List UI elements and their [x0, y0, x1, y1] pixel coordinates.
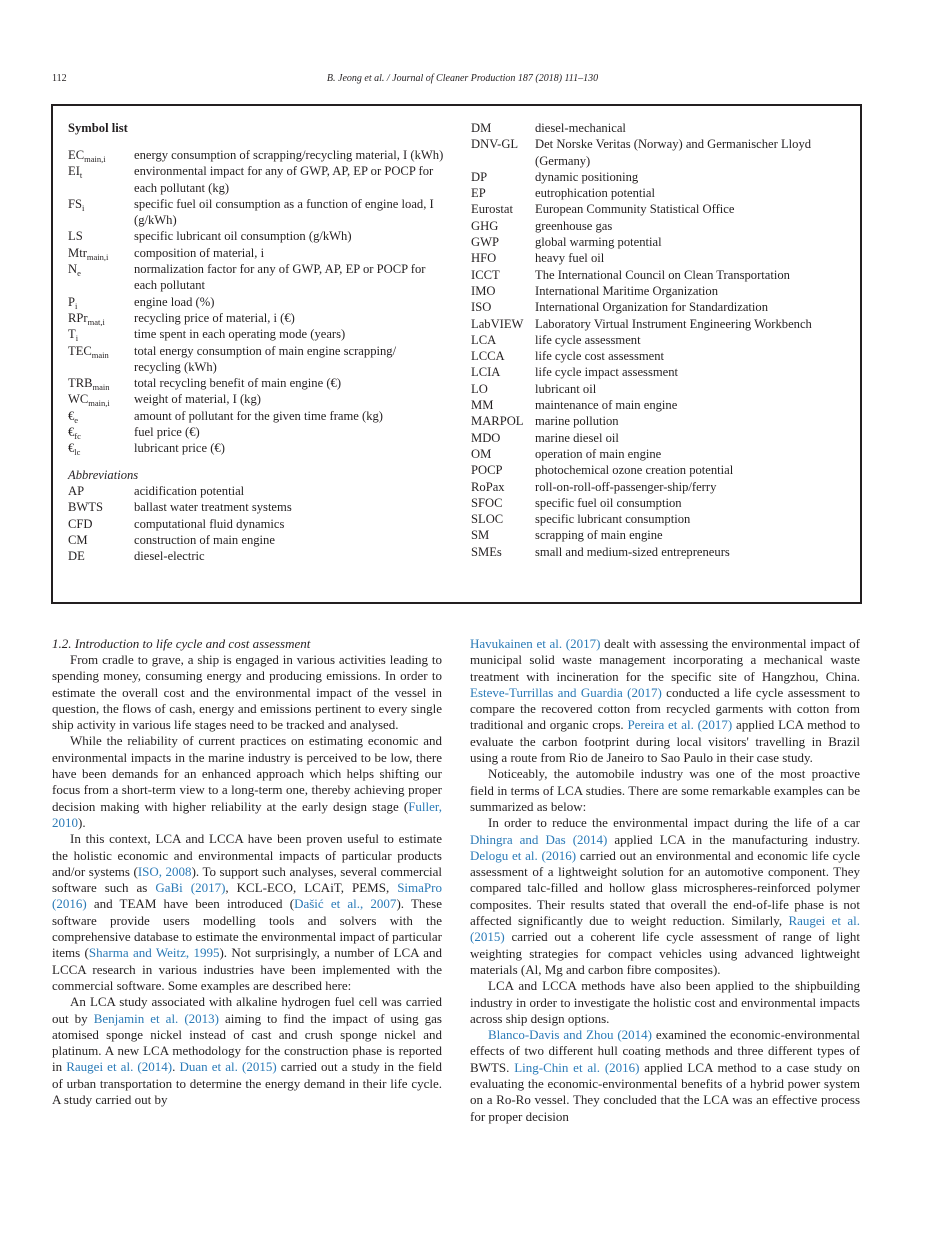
abbreviation-definition: International Organization for Standardization	[535, 300, 769, 315]
paragraph	[470, 978, 860, 1027]
citation-link[interactable]: Benjamin et al. (2013)	[93, 1010, 219, 1026]
citation-link[interactable]: Dhingra and Das (2014)	[470, 831, 608, 847]
paragraph	[52, 831, 442, 994]
text-run: aiming to find the impact of using gas atomised sponge nickel instead of cast and crush sponge nickel and platinum. A new LCA methodology for the construction phase is reported in	[52, 1010, 442, 1075]
symbol-subscript: i	[82, 202, 85, 213]
text-run: ).	[78, 814, 86, 830]
symbol-base: EC	[68, 148, 85, 162]
abbreviation: IMO	[471, 283, 496, 298]
paragraph	[470, 766, 860, 815]
symbol-definition: amount of pollutant for the given time frame (kg)	[134, 408, 384, 423]
abbreviation-row	[471, 201, 851, 217]
abbreviation-row	[68, 483, 446, 499]
citation-link[interactable]: Pereira et al. (2017)	[627, 717, 733, 733]
text-run: ). These software provide users modelling tools and solvers with the comprehensive database to estimate the environmental impact of particular items (	[52, 896, 442, 961]
symbol-definition: specific lubricant oil consumption (g/kWh)	[134, 229, 352, 244]
symbol-list-box	[51, 104, 862, 604]
symbol-definition: fuel price (€)	[134, 425, 200, 440]
symbol-subscript: main,i	[88, 398, 110, 409]
symbol-subscript: e	[77, 268, 81, 279]
citation-link[interactable]: Ling-Chin et al. (2016)	[514, 1059, 640, 1075]
abbreviation-row	[471, 527, 851, 543]
citation-link[interactable]: SimaPro (2016)	[52, 880, 442, 912]
symbol-list-right-column	[471, 120, 851, 560]
abbreviation-row	[68, 548, 446, 564]
abbreviation: LabVIEW	[471, 316, 524, 331]
abbreviation: SLOC	[471, 512, 504, 527]
symbol-definition: normalization factor for any of GWP, AP, EP or POCP for each pollutant	[134, 262, 426, 293]
abbreviation-row	[68, 516, 446, 532]
symbol-definition: composition of material, i	[134, 245, 265, 260]
symbol-name	[68, 375, 134, 391]
abbreviation: MDO	[471, 430, 501, 445]
symbol-base: RPr	[68, 310, 88, 325]
symbol-name	[68, 343, 134, 376]
abbreviation-definition: marine pollution	[535, 414, 619, 429]
abbreviation-row	[471, 250, 851, 266]
text-run: While the reliability of current practices on estimating economic and environmental impacts in the marine industry is perceived to be low, there have been demands for an enhanced approach which helps shifting our focus from a short-term view to a long-term one, thereby achieving proper decision making with higher reliability at the early design stage (	[52, 733, 442, 814]
abbreviation: DM	[471, 121, 492, 135]
symbol-definition: recycling price of material, i (€)	[134, 310, 295, 325]
symbol-name	[68, 391, 134, 407]
citation-link[interactable]: Sharma and Weitz, 1995	[88, 945, 220, 961]
symbol-subscript: t	[79, 170, 83, 181]
abbreviation-row	[471, 348, 851, 364]
abbreviation-row	[471, 120, 851, 136]
citation-link[interactable]: Dašić et al., 2007	[294, 896, 397, 912]
abbreviation-row	[471, 316, 851, 332]
text-run: ). Not surprisingly, a number of LCA and LCCA research in various industries have been implemented with the commercial software. Some examples are described here:	[52, 945, 442, 993]
symbol-row	[68, 163, 446, 196]
symbol-row	[68, 326, 446, 342]
citation-link[interactable]: Blanco-Davis and Zhou (2014)	[488, 1027, 652, 1043]
body-text-right-column	[470, 636, 860, 1125]
text-run: carried out an environmental and economic life cycle assessment of a lightweight solution for an automotive component. They compared talc-filled and hollow glass microspheres-reinforced polymer composites. Their results stated that overall the end-of-life phase is not affected significantly due to weight reduction. Similarly,	[470, 847, 860, 929]
symbol-subscript: e	[74, 414, 79, 425]
abbreviation: SM	[471, 528, 490, 543]
abbreviation-definition: life cycle cost assessment	[535, 349, 665, 364]
abbreviation: LCCA	[471, 349, 505, 364]
abbreviation: RoPax	[471, 479, 505, 494]
symbol-row	[68, 261, 446, 294]
citation-link[interactable]: Delogu et al. (2016)	[470, 847, 577, 863]
symbol-base: FS	[68, 196, 83, 211]
abbreviation-definition: specific lubricant consumption	[535, 512, 691, 527]
symbol-subscript: main	[92, 382, 110, 393]
symbol-subscript: i	[75, 333, 79, 344]
symbol-row	[68, 310, 446, 326]
symbol-subscript: i	[75, 300, 78, 311]
symbol-base: TRB	[68, 376, 93, 391]
symbol-row	[68, 294, 446, 310]
abbreviation: DNV-GL	[471, 137, 519, 152]
abbreviation-definition: European Community Statistical Office	[535, 202, 735, 217]
symbol-definition: weight of material, I (kg)	[134, 392, 261, 407]
abbreviation: POCP	[471, 463, 503, 478]
abbreviation-definition: acidification potential	[134, 483, 245, 498]
symbol-base: EI	[68, 164, 80, 179]
paragraph	[470, 815, 860, 978]
symbol-name	[68, 294, 134, 310]
abbreviation-row	[471, 495, 851, 511]
symbol-base: WC	[68, 392, 89, 407]
symbol-list-left-column	[68, 120, 446, 564]
abbreviation-definition: International Maritime Organization	[535, 283, 719, 298]
abbreviation-definition: specific fuel oil consumption	[535, 495, 682, 510]
text-run: In order to reduce the environmental impact during the life of a car	[488, 815, 860, 831]
symbol-base: TEC	[68, 343, 92, 358]
abbreviation-row	[471, 544, 851, 560]
text-run: examined the economic-environmental effects of two different hull coating methods and three different types of BWTS.	[470, 1027, 860, 1075]
abbreviation-definition: greenhouse gas	[535, 218, 613, 233]
abbreviation-definition: maintenance of main engine	[535, 398, 678, 413]
symbol-name	[68, 440, 134, 456]
abbreviations-title: Abbreviations	[68, 467, 139, 482]
abbreviation: CFD	[68, 516, 93, 531]
symbol-name	[68, 408, 134, 424]
symbol-row	[68, 196, 446, 229]
abbreviation: GHG	[471, 218, 499, 233]
abbreviation: BWTS	[68, 500, 103, 515]
abbreviation: LCA	[471, 332, 497, 347]
symbol-row	[68, 375, 446, 391]
abbreviation-row	[471, 332, 851, 348]
symbol-name	[68, 228, 134, 244]
right-paragraphs	[470, 636, 860, 1125]
abbreviation: ISO	[471, 300, 492, 315]
text-run: conducted a life cycle assessment to compare the recovered cotton from recycled garments with cotton from traditional and organic crops.	[470, 684, 860, 733]
abbreviations-list-right	[471, 120, 851, 560]
abbreviation-definition: life cycle assessment	[535, 332, 641, 347]
abbreviation-definition: Laboratory Virtual Instrument Engineering Workbench	[535, 316, 812, 331]
abbreviation-row	[471, 267, 851, 283]
symbol-base: Mtr	[68, 245, 87, 260]
abbreviation-definition: global warming potential	[535, 235, 662, 250]
symbol-subscript: lc	[74, 447, 81, 458]
abbreviation-definition: scrapping of main engine	[535, 528, 663, 543]
citation-link[interactable]: Fuller, 2010	[52, 798, 442, 830]
abbreviation-row	[68, 532, 446, 548]
symbol-row	[68, 245, 446, 261]
symbol-definition: engine load (%)	[134, 294, 215, 309]
paragraph	[52, 733, 442, 831]
symbol-base: LS	[68, 229, 83, 244]
symbol-base: €	[68, 408, 75, 423]
abbreviation: SFOC	[471, 495, 503, 510]
paragraph	[470, 636, 860, 766]
abbreviation-row	[471, 283, 851, 299]
abbreviation-definition: ballast water treatment systems	[134, 500, 292, 515]
symbol-name	[68, 310, 134, 326]
abbreviation-definition: roll-on-roll-off-passenger-ship/ferry	[535, 479, 717, 494]
abbreviation-row	[471, 397, 851, 413]
symbol-name	[68, 147, 134, 163]
symbol-list	[68, 147, 446, 457]
symbol-list-title: Symbol list	[68, 121, 128, 135]
abbreviation-row	[471, 364, 851, 380]
citation-link[interactable]: Havukainen et al. (2017)	[470, 636, 601, 651]
abbreviation: MARPOL	[471, 414, 524, 429]
abbreviation-row	[471, 234, 851, 250]
abbreviation: LO	[471, 381, 488, 396]
abbreviation: HFO	[471, 251, 497, 266]
symbol-definition: lubricant price (€)	[134, 441, 225, 456]
abbreviation-definition: heavy fuel oil	[535, 251, 605, 266]
symbol-row	[68, 228, 446, 244]
abbreviation-row	[471, 381, 851, 397]
symbol-subscript: mat,i	[87, 316, 105, 327]
text-run: carried out a coherent life cycle assessment of range of light weighting strategies for compact vehicles using advanced lightweight materials (Al, Mg and carbon fibre composites).	[470, 929, 860, 977]
text-run: and TEAM have been introduced (	[86, 896, 295, 912]
symbol-subscript: fc	[74, 431, 81, 442]
abbreviation-definition: eutrophication potential	[535, 186, 655, 201]
abbreviation-row	[471, 446, 851, 462]
symbol-subscript: main,i	[86, 251, 109, 262]
abbreviation: Eurostat	[471, 202, 513, 217]
symbol-subscript: main	[91, 349, 109, 360]
abbreviation-row	[471, 136, 851, 169]
abbreviation: DE	[68, 549, 85, 564]
text-run: applied LCA in the manufacturing industry.	[607, 831, 860, 847]
text-run: applied LCA method to a case study on evaluating the economic-environmental benefits of a hybrid power system on a Ro-Ro vessel. They concluded that the LCA was an effective process for proper decision	[470, 1059, 860, 1124]
symbol-base: €	[68, 441, 75, 456]
abbreviation-definition: marine diesel oil	[535, 430, 619, 445]
abbreviation-definition: computational fluid dynamics	[134, 516, 285, 531]
abbreviation-definition: lubricant oil	[535, 381, 597, 396]
abbreviations-list-left	[68, 483, 446, 564]
abbreviation-row	[471, 462, 851, 478]
symbol-name	[68, 424, 134, 440]
symbol-name	[68, 261, 134, 294]
abbreviation-row	[471, 511, 851, 527]
symbol-row	[68, 343, 446, 376]
abbreviation-row	[471, 413, 851, 429]
text-run: In this context, LCA and LCCA have been proven useful to estimate the holistic economic and environmental impacts of particular products and/or systems (	[52, 831, 442, 879]
abbreviation: AP	[68, 483, 85, 498]
symbol-base: T	[68, 327, 76, 342]
abbreviation-row	[471, 185, 851, 201]
citation-link[interactable]: ISO, 2008	[137, 863, 192, 879]
abbreviation-definition: life cycle impact assessment	[535, 365, 679, 380]
symbol-definition: total energy consumption of main engine scrapping/ recycling (kWh)	[134, 343, 397, 374]
symbol-definition: specific fuel oil consumption as a function of engine load, I (g/kWh)	[134, 196, 434, 228]
abbreviation: MM	[471, 398, 494, 413]
text-run: ). To support such analyses, several commercial software such as	[52, 863, 442, 896]
abbreviation: ICCT	[471, 267, 500, 282]
paragraph	[52, 994, 442, 1108]
abbreviation: EP	[471, 186, 486, 201]
running-head: B. Jeong et al. / Journal of Cleaner Production 187 (2018) 111–130	[326, 73, 599, 84]
left-paragraphs	[52, 652, 442, 1108]
abbreviation-definition: photochemical ozone creation potential	[535, 463, 734, 478]
symbol-name	[68, 163, 134, 196]
text-run: Noticeably, the automobile industry was one of the most proactive field in terms of LCA studies. There are some remarkable examples can be summarized as below:	[470, 766, 860, 814]
symbol-subscript: main,i	[84, 154, 106, 164]
symbol-name	[68, 196, 134, 229]
text-run: From cradle to grave, a ship is engaged in various activities leading to spending money, consuming energy and producing emissions. In order to estimate the overall cost and the environmental impact of the vessel in question, the flows of cash, energy and emissions pertinent to every single ship activity in various life stages need to be tracked and analysed.	[52, 652, 442, 733]
symbol-base: €	[68, 425, 75, 440]
page-number: 112	[52, 73, 67, 84]
text-run: applied LCA method to evaluate the carbon footprint during local visitors' travelling in Brazil using a route from Rio de Janeiro to Sao Paulo in their case study.	[470, 717, 861, 766]
symbol-row	[68, 408, 446, 424]
symbol-row	[68, 424, 446, 440]
citation-link[interactable]: Raugei et al. (2014)	[66, 1059, 173, 1075]
abbreviation-row	[471, 169, 851, 185]
citation-link[interactable]: GaBi (2017)	[155, 880, 226, 896]
symbol-definition: time spent in each operating mode (years)	[134, 327, 346, 342]
abbreviation-row	[471, 299, 851, 315]
text-run: An LCA study associated with alkaline hydrogen fuel cell was carried out by	[52, 994, 442, 1026]
symbol-row	[68, 391, 446, 407]
abbreviation: GWP	[471, 235, 499, 250]
abbreviation: SMEs	[471, 544, 502, 559]
abbreviation-definition: operation of main engine	[535, 446, 662, 461]
abbreviation-definition: diesel-electric	[134, 549, 205, 564]
body-text-left-column	[52, 636, 442, 1108]
paragraph	[470, 1027, 860, 1125]
symbol-definition: total recycling benefit of main engine (€)	[134, 376, 342, 391]
text-run: , KCL-ECO, LCAiT, PEMS,	[225, 880, 398, 896]
symbol-definition: energy consumption of scrapping/recycling material, I (kWh)	[134, 148, 444, 162]
abbreviation-row	[471, 479, 851, 495]
symbol-definition: environmental impact for any of GWP, AP, EP or POCP for each pollutant (kg)	[134, 164, 434, 195]
symbol-row	[68, 440, 446, 456]
abbreviation: DP	[471, 169, 488, 184]
text-run: dealt with assessing the environmental impact of municipal solid waste management incorporating a mechanical waste treatment with incineration for the specific site of Hangzhou, China.	[470, 636, 861, 684]
citation-link[interactable]: Raugei et al. (2015)	[470, 913, 860, 945]
section-heading: 1.2. Introduction to life cycle and cost assessment	[52, 636, 311, 651]
abbreviation-definition: The International Council on Clean Transportation	[535, 267, 790, 282]
text-run: carried out a study in the field of urban transportation to determine the energy demand in their life cycle. A study carried out by	[52, 1059, 442, 1108]
symbol-row	[68, 147, 446, 163]
abbreviation: CM	[68, 532, 88, 547]
text-run: LCA and LCCA methods have also been applied to the shipbuilding industry in order to investigate the holistic cost and environmental impacts across ship design options.	[470, 978, 860, 1026]
abbreviation: OM	[471, 446, 492, 461]
abbreviation-definition: construction of main engine	[134, 532, 275, 547]
paragraph	[52, 652, 442, 733]
symbol-name	[68, 326, 134, 342]
abbreviation-row	[68, 499, 446, 515]
citation-link[interactable]: Duan et al. (2015)	[179, 1059, 277, 1075]
abbreviation-definition: dynamic positioning	[535, 169, 639, 184]
abbreviation-definition: diesel-mechanical	[535, 121, 626, 135]
text-run: .	[172, 1059, 180, 1075]
citation-link[interactable]: Esteve-Turrillas and Guardia (2017)	[470, 684, 662, 700]
abbreviation-definition: small and medium-sized entrepreneurs	[535, 544, 730, 559]
abbreviation: LCIA	[471, 365, 501, 380]
symbol-base: N	[68, 262, 78, 277]
symbol-base: P	[68, 294, 76, 309]
abbreviation-row	[471, 218, 851, 234]
abbreviation-row	[471, 430, 851, 446]
abbreviation-definition: Det Norske Veritas (Norway) and Germanischer Lloyd (Germany)	[535, 137, 812, 168]
symbol-name	[68, 245, 134, 261]
